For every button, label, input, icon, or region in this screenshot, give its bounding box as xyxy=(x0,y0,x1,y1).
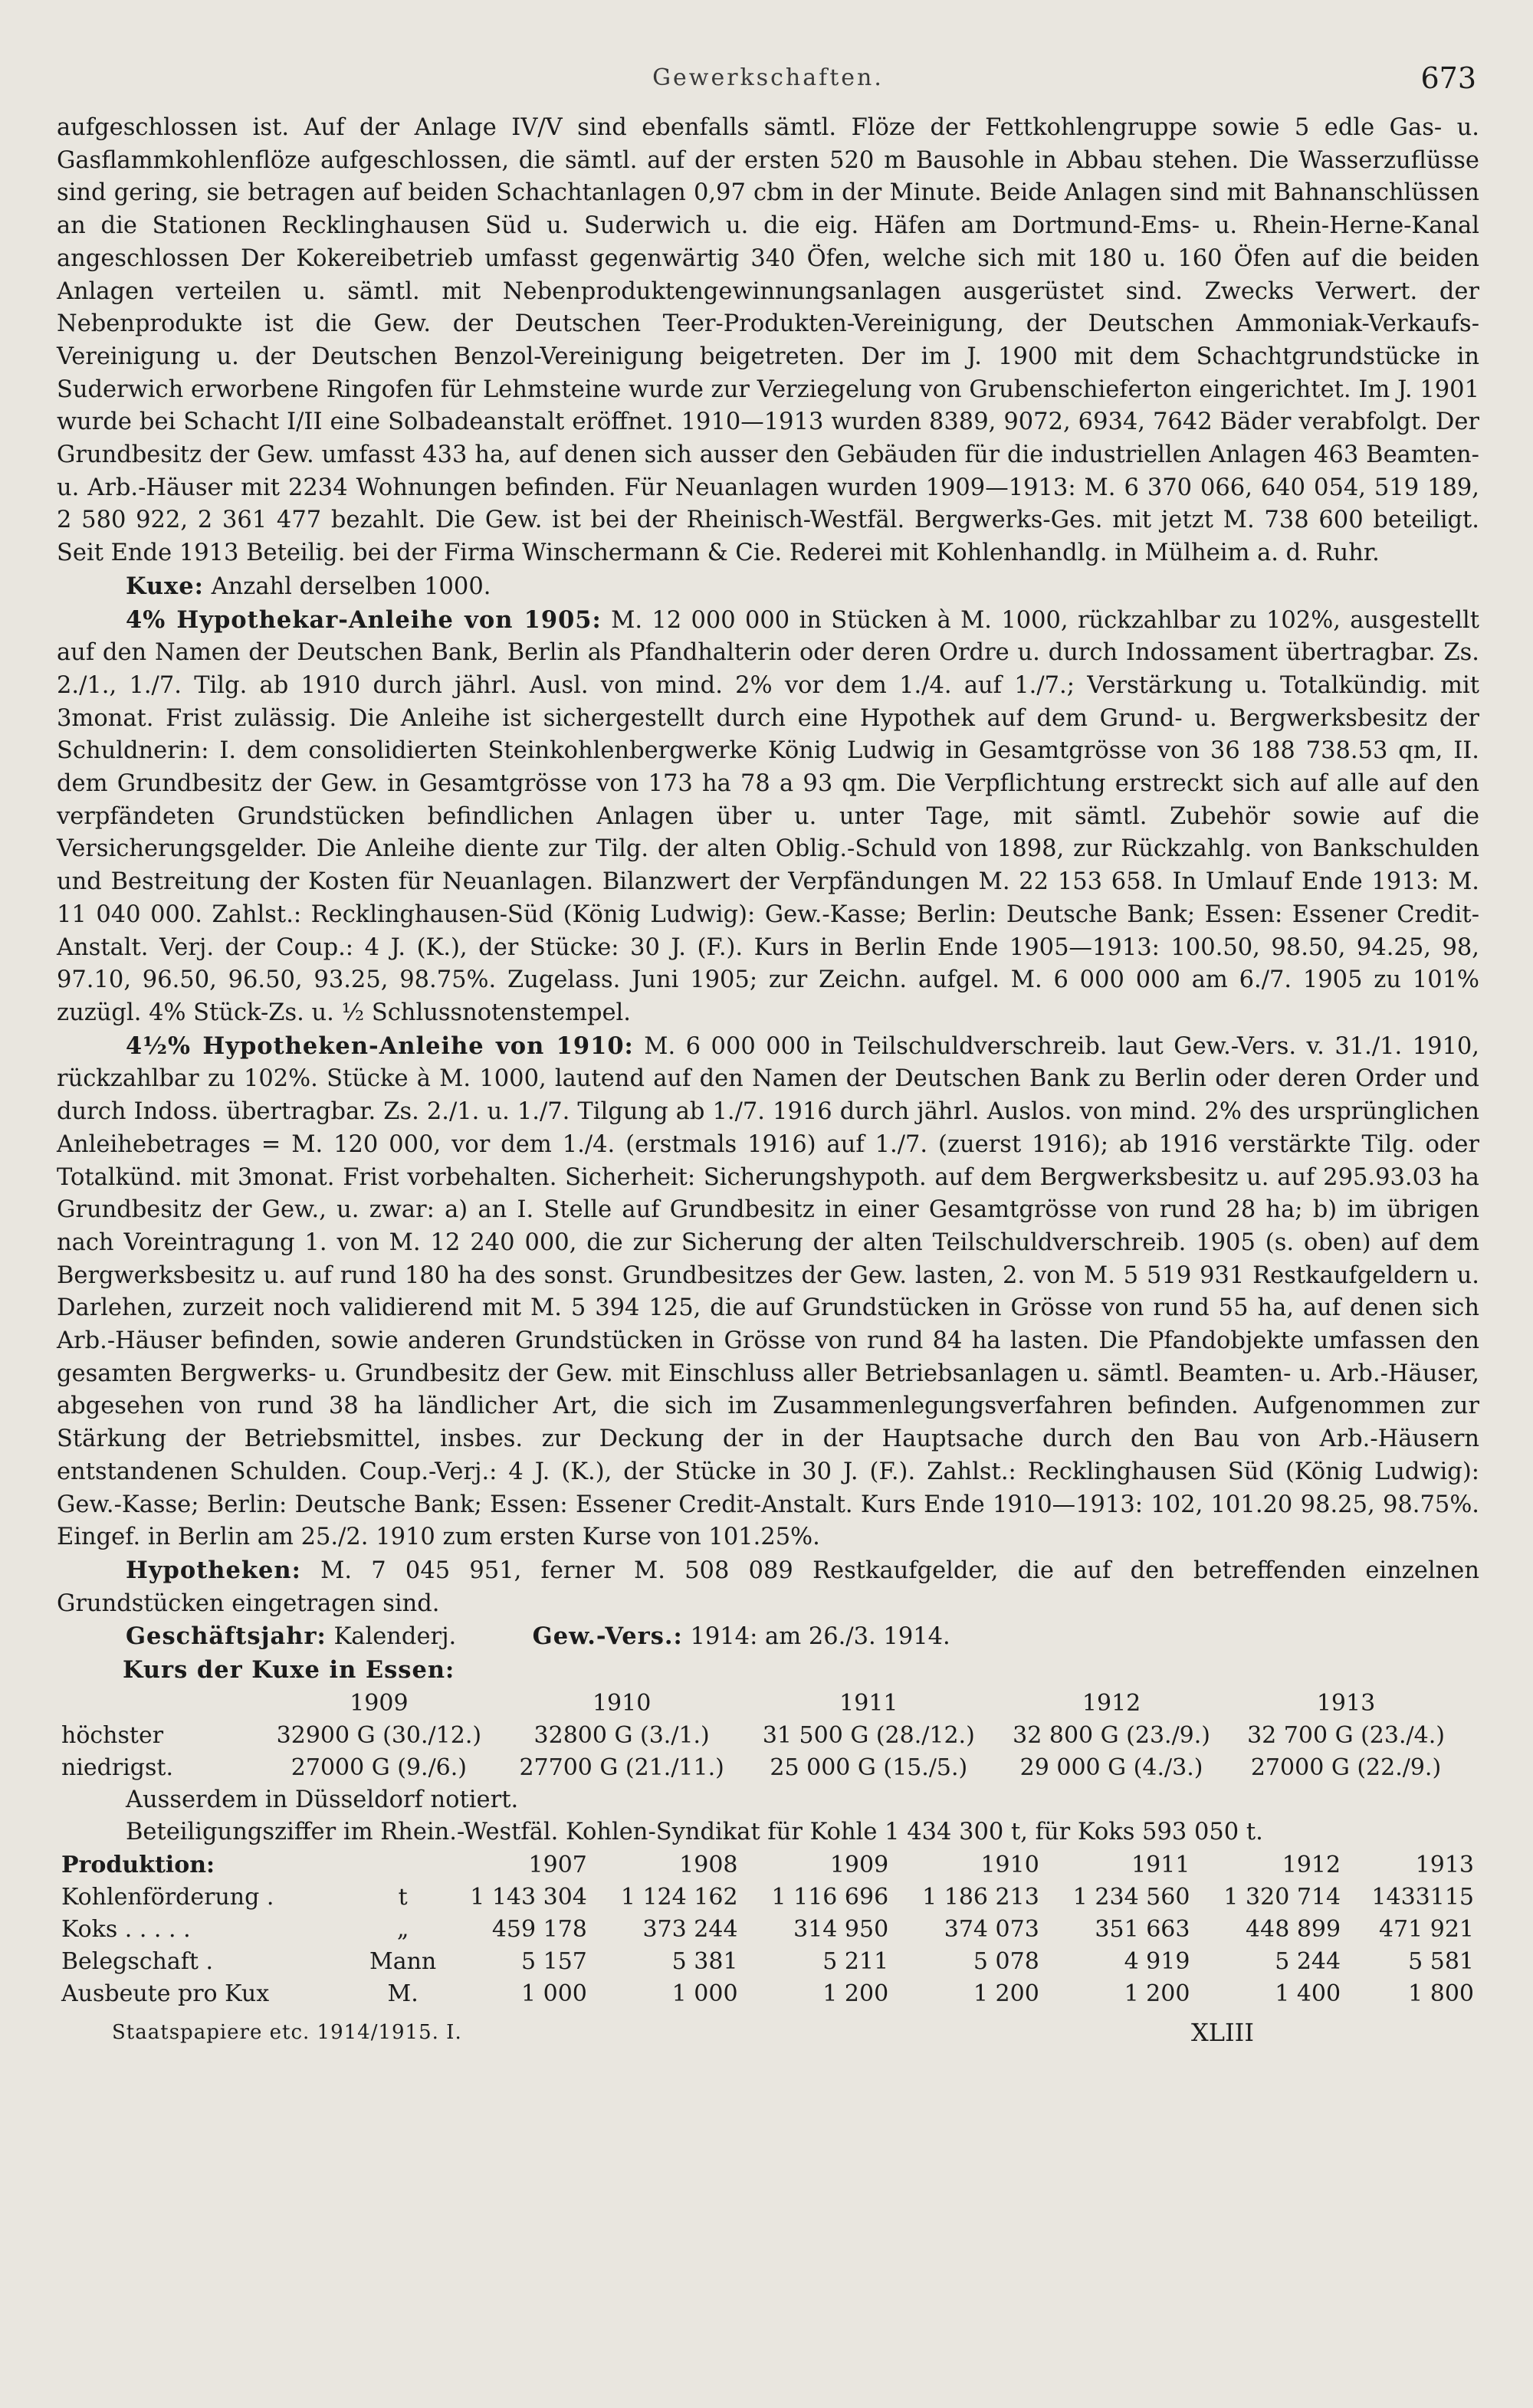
produktion-year-row xyxy=(57,1849,1479,1881)
produktion-year: 1907 xyxy=(528,1852,587,1879)
kurs-year: 1910 xyxy=(592,1689,652,1717)
anleihe-1910-label: 4½% Hypotheken-Anleihe von 1910: xyxy=(126,1032,634,1060)
gewvers-text: 1914: am 26./3. 1914. xyxy=(690,1623,950,1651)
produktion-cell: 1 116 696 xyxy=(771,1884,889,1911)
kurs-year: 1912 xyxy=(1082,1689,1141,1717)
anleihe-1905-label: 4% Hypothekar-Anleihe von 1905: xyxy=(126,605,602,634)
kurs-row-label: höchster xyxy=(61,1721,164,1749)
paragraph-duesseldorf: Ausserdem in Düsseldorf notiert. xyxy=(126,1786,519,1813)
produktion-cell: 5 381 xyxy=(671,1948,738,1976)
produktion-table xyxy=(57,1849,1479,2010)
produktion-cell: 459 178 xyxy=(491,1916,587,1944)
produktion-row-ausbeute xyxy=(57,1978,1479,2010)
produktion-cell: 5 211 xyxy=(822,1948,889,1976)
page-number: 673 xyxy=(1420,61,1476,95)
produktion-cell: 1 186 213 xyxy=(922,1884,1039,1911)
paragraph-beteiligung: Beteiligungsziffer im Rhein.-Westfäl. Kohlen-Syndikat für Kohle 1 434 300 t, für Koks 593 050 t. xyxy=(126,1819,1263,1846)
produktion-cell: 1 800 xyxy=(1408,1980,1474,2008)
produktion-cell: 373 244 xyxy=(642,1916,738,1944)
kurs-year: 1913 xyxy=(1316,1689,1376,1717)
produktion-cell: 5 078 xyxy=(973,1948,1039,1976)
gewvers-label: Gew.-Vers.: xyxy=(532,1622,683,1651)
produktion-year: 1910 xyxy=(980,1852,1039,1879)
page-header xyxy=(57,61,1479,112)
kurs-cell: 27700 G (21./11.) xyxy=(519,1754,724,1781)
kurs-cell: 31 500 G (28./12.) xyxy=(762,1721,975,1749)
kurs-cell: 32900 G (30./12.) xyxy=(276,1721,482,1749)
page-footer xyxy=(57,2018,1479,2053)
produktion-cell: 1 143 304 xyxy=(470,1884,587,1911)
paragraph-hypotheken xyxy=(57,1554,1479,1620)
kurs-table xyxy=(57,1688,1463,1784)
produktion-cell: 314 950 xyxy=(793,1916,889,1944)
kurs-heading xyxy=(123,1654,1479,1688)
produktion-row-unit: „ xyxy=(396,1916,409,1944)
paragraph-anleihe-1905 xyxy=(57,604,1479,1030)
kurs-cell: 25 000 G (15./5.) xyxy=(770,1754,968,1781)
produktion-cell: 1 200 xyxy=(973,1980,1039,2008)
produktion-cell: 1 320 714 xyxy=(1223,1884,1341,1911)
kurs-cell: 32800 G (3./1.) xyxy=(533,1721,710,1749)
produktion-row-label: Ausbeute pro Kux xyxy=(61,1980,270,2008)
kurs-year: 1911 xyxy=(839,1689,898,1717)
geschaeftsjahr-label: Geschäftsjahr: xyxy=(126,1622,327,1651)
paragraph-geschaeftsjahr xyxy=(57,1620,1479,1654)
produktion-year: 1908 xyxy=(679,1852,738,1879)
anleihe-1910-text: M. 6 000 000 in Teilschuldverschreib. laut Gew.-Vers. v. 31./1. 1910, rückzahlbar zu 102%. Stücke à M. 1000, lautend auf den Namen der Deutschen Bank zu Berlin oder deren Order und durch Indoss. übertragbar. Zs. 2./1. u. 1./7. Tilgung ab 1./7. 1916 durch jährl. Auslos. von mind. 2% des ursprünglichen Anleihebetrages = M. 120 000, vor dem 1./4. (erstmals 1916) auf 1./7. (zuerst 1916); ab 1916 verstärkte Tilg. oder Totalkünd. mit 3monat. Frist vorbehalten. Sicherheit: Sicherungshypoth. auf dem Bergwerksbesitz u. auf 295.93.03 ha Grundbesitz der Gew., u. zwar: a) an I. Stelle auf Grundbesitz in einer Gesamtgrösse von rund 28 ha; b) im übrigen nach Voreintragung 1. von M. 12 240 000, die zur Sicherung der alten Teilschuldverschreib. 1905 (s. oben) auf dem Bergwerksbesitz u. auf rund 180 ha des sonst. Grundbesitzes der Gew. lasten, 2. von M. 5 519 931 Restkaufgeldern u. Darlehen, zurzeit noch validierend mit M. 5 394 125, die auf Grundstücken in Grösse von rund 55 ha, auf denen sich Arb.-Häuser befinden, sowie anderen Grundstücken in Grösse von rund 84 ha lasten. Die Pfandobjekte umfassen den gesamten Bergwerks- u. Grundbesitz der Gew. mit Einschluss aller Betriebsanlagen u. sämtl. Beamten- u. Arb.-Häuser, abgesehen von rund 38 ha ländlicher Art, die sich im Zusammenlegungsverfahren befinden. Aufgenommen zur Stärkung der Betriebsmittel, insbes. zur Deckung der in der Hauptsache durch den Bau von Arb.-Häusern entstandenen Schulden. Coup.-Verj.: 4 J. (K.), der Stücke in 30 J. (F.). Zahlst.: Recklinghausen Süd (König Ludwig): Gew.-Kasse; Berlin: Deutsche Bank; Essen: Essener Credit-Anstalt. Kurs Ende 1910—1913: 102, 101.20 98.25, 98.75%. Eingef. in Berlin am 25./2. 1910 zum ersten Kurse von 101.25%. xyxy=(57,1032,1479,1551)
kuxe-label: Kuxe: xyxy=(126,572,204,600)
paragraph-kuxe xyxy=(57,570,1479,604)
produktion-cell: 1 200 xyxy=(822,1980,889,2008)
produktion-cell: 374 073 xyxy=(944,1916,1039,1944)
kurs-row-label: niedrigst. xyxy=(61,1754,174,1781)
produktion-cell: 1 200 xyxy=(1124,1980,1190,2008)
produktion-row-label: Kohlenförderung . xyxy=(61,1884,274,1911)
geschaeftsjahr-text: Kalenderj. xyxy=(333,1623,457,1651)
produktion-cell: 1 000 xyxy=(671,1980,738,2008)
produktion-cell: 1 234 560 xyxy=(1072,1884,1190,1911)
produktion-row-unit: Mann xyxy=(369,1948,437,1976)
produktion-cell: 1 400 xyxy=(1275,1980,1341,2008)
produktion-cell: 1 000 xyxy=(521,1980,587,2008)
produktion-year: 1912 xyxy=(1282,1852,1341,1879)
produktion-row-unit: M. xyxy=(387,1980,419,2008)
produktion-cell: 471 921 xyxy=(1378,1916,1474,1944)
hypotheken-text: M. 7 045 951, ferner M. 508 089 Restkaufgelder, die auf den betreffenden einzelnen Grundstücken eingetragen sind. xyxy=(57,1557,1479,1617)
paragraph-anleihe-1910 xyxy=(57,1030,1479,1554)
produktion-cell: 351 663 xyxy=(1095,1916,1190,1944)
kurs-cell: 29 000 G (4./3.) xyxy=(1019,1754,1203,1781)
kurs-cell: 32 800 G (23./9.) xyxy=(1013,1721,1210,1749)
produktion-cell: 448 899 xyxy=(1246,1916,1341,1944)
produktion-year: 1909 xyxy=(829,1852,889,1879)
running-title: Gewerkschaften. xyxy=(652,64,884,91)
anleihe-1905-text: M. 12 000 000 in Stücken à M. 1000, rückzahlbar zu 102%, ausgestellt auf den Namen der Deutschen Bank, Berlin als Pfandhalterin oder deren Ordre u. durch Indossament übertragbar. Zs. 2./1., 1./7. Tilg. ab 1910 durch jährl. Ausl. von mind. 2% vor dem 1./4. auf 1./7.; Verstärkung u. Totalkündig. mit 3monat. Frist zulässig. Die Anleihe ist sichergestellt durch eine Hypothek auf dem Grund- u. Bergwerksbesitz der Schuldnerin: I. dem consolidierten Steinkohlenbergwerke König Ludwig in Gesamtgrösse von 36 188 738.53 qm, II. dem Grundbesitz der Gew. in Gesamtgrösse von 173 ha 78 a 93 qm. Die Verpflichtung erstreckt sich auf alle auf den verpfändeten Grundstücken befindlichen Anlagen über u. unter Tage, mit sämtl. Zubehör sowie auf die Versicherungsgelder. Die Anleihe diente zur Tilg. der alten Oblig.-Schuld von 1898, zur Rückzahlg. von Bankschulden und Bestreitung der Kosten für Neuanlagen. Bilanzwert der Verpfändungen M. 22 153 658. In Umlauf Ende 1913: M. 11 040 000. Zahlst.: Recklinghausen-Süd (König Ludwig): Gew.-Kasse; Berlin: Deutsche Bank; Essen: Essener Credit-Anstalt. Verj. der Coup.: 4 J. (K.), der Stücke: 30 J. (F.). Kurs in Berlin Ende 1905—1913: 100.50, 98.50, 94.25, 98, 97.10, 96.50, 96.50, 93.25, 98.75%. Zugelass. Juni 1905; zur Zeichn. aufgel. M. 6 000 000 am 6./7. 1905 zu 101% zuzügl. 4% Stück-Zs. u. ½ Schlussnotenstempel. xyxy=(57,606,1479,1026)
kurs-cell: 27000 G (9./6.) xyxy=(291,1754,467,1781)
produktion-year: 1911 xyxy=(1131,1852,1190,1879)
kurs-heading-text: Kurs der Kuxe in Essen: xyxy=(123,1656,455,1685)
produktion-cell: 5 581 xyxy=(1408,1948,1474,1976)
kurs-row-niedrigst xyxy=(57,1752,1463,1784)
produktion-year: 1913 xyxy=(1415,1852,1474,1879)
hypotheken-label: Hypotheken: xyxy=(126,1556,301,1584)
footer-signature: Staatspapiere etc. 1914/1915. I. xyxy=(112,2021,462,2045)
produktion-row-label: Belegschaft . xyxy=(61,1948,213,1976)
produktion-cell: 5 244 xyxy=(1275,1948,1341,1976)
produktion-row-koks xyxy=(57,1914,1479,1946)
produktion-heading: Produktion: xyxy=(61,1852,215,1879)
kurs-cell: 32 700 G (23./4.) xyxy=(1247,1721,1445,1749)
produktion-row-label: Koks . . . . . xyxy=(61,1916,191,1944)
kurs-cell: 27000 G (22./9.) xyxy=(1250,1754,1442,1781)
produktion-cell: 1 124 162 xyxy=(620,1884,738,1911)
kurs-year: 1909 xyxy=(350,1689,409,1717)
produktion-row-unit: t xyxy=(398,1884,408,1911)
produktion-cell: 1433115 xyxy=(1371,1884,1474,1911)
produktion-row-kohle xyxy=(57,1881,1479,1914)
produktion-cell: 5 157 xyxy=(521,1948,587,1976)
kurs-row-hoechster xyxy=(57,1720,1463,1752)
footer-sheet-number: XLIII xyxy=(1191,2018,1254,2048)
produktion-row-belegschaft xyxy=(57,1946,1479,1978)
produktion-cell: 4 919 xyxy=(1124,1948,1190,1976)
produktion-unit-head xyxy=(365,1849,441,1881)
kurs-year-row xyxy=(57,1688,1463,1720)
paragraph-anlagen: aufgeschlossen ist. Auf der Anlage IV/V sind ebenfalls sämtl. Flöze der Fettkohlengruppe sowie 5 edle Gas- u. Gasflammkohlenflöze aufgeschlossen, die sämtl. auf der ersten 520 m Bausohle in Abbau stehen. Die Wasserzuflüsse sind gering, sie betragen auf beiden Schachtanlagen 0,97 cbm in der Minute. Beide Anlagen sind mit Bahnanschlüssen an die Stationen Recklinghausen Süd u. Suderwich u. die eig. Häfen am Dortmund-Ems- u. Rhein-Herne-Kanal angeschlossen Der Kokereibetrieb umfasst gegenwärtig 340 Öfen, welche sich mit 180 u. 160 Öfen auf die beiden Anlagen verteilen u. sämtl. mit Nebenproduktengewinnungsanlagen ausgerüstet sind. Zwecks Verwert. der Nebenprodukte ist die Gew. der Deutschen Teer-Produkten-Vereinigung, der Deutschen Ammoniak-Verkaufs-Vereinigung u. der Deutschen Benzol-Vereinigung beigetreten. Der im J. 1900 mit dem Schachtgrundstücke in Suderwich erworbene Ringofen für Lehmsteine wurde zur Verziegelung von Grubenschieferton eingerichtet. Im J. 1901 wurde bei Schacht I/II eine Solbadeanstalt eröffnet. 1910—1913 wurden 8389, 9072, 6934, 7642 Bäder verabfolgt. Der Grundbesitz der Gew. umfasst 433 ha, auf denen sich ausser den Gebäuden für die industriellen Anlagen 463 Beamten- u. Arb.-Häuser mit 2234 Wohnungen befinden. Für Neuanlagen wurden 1909—1913: M. 6 370 066, 640 054, 519 189, 2 580 922, 2 361 477 bezahlt. Die Gew. ist bei der Rheinisch-Westfäl. Bergwerks-Ges. mit jetzt M. 738 600 beteiligt. Seit Ende 1913 Beteilig. bei der Firma Winschermann & Cie. Rederei mit Kohlenhandlg. in Mülheim a. d. Ruhr. xyxy=(57,114,1479,567)
kurs-corner xyxy=(57,1688,258,1720)
kuxe-text: Anzahl derselben 1000. xyxy=(211,572,491,600)
